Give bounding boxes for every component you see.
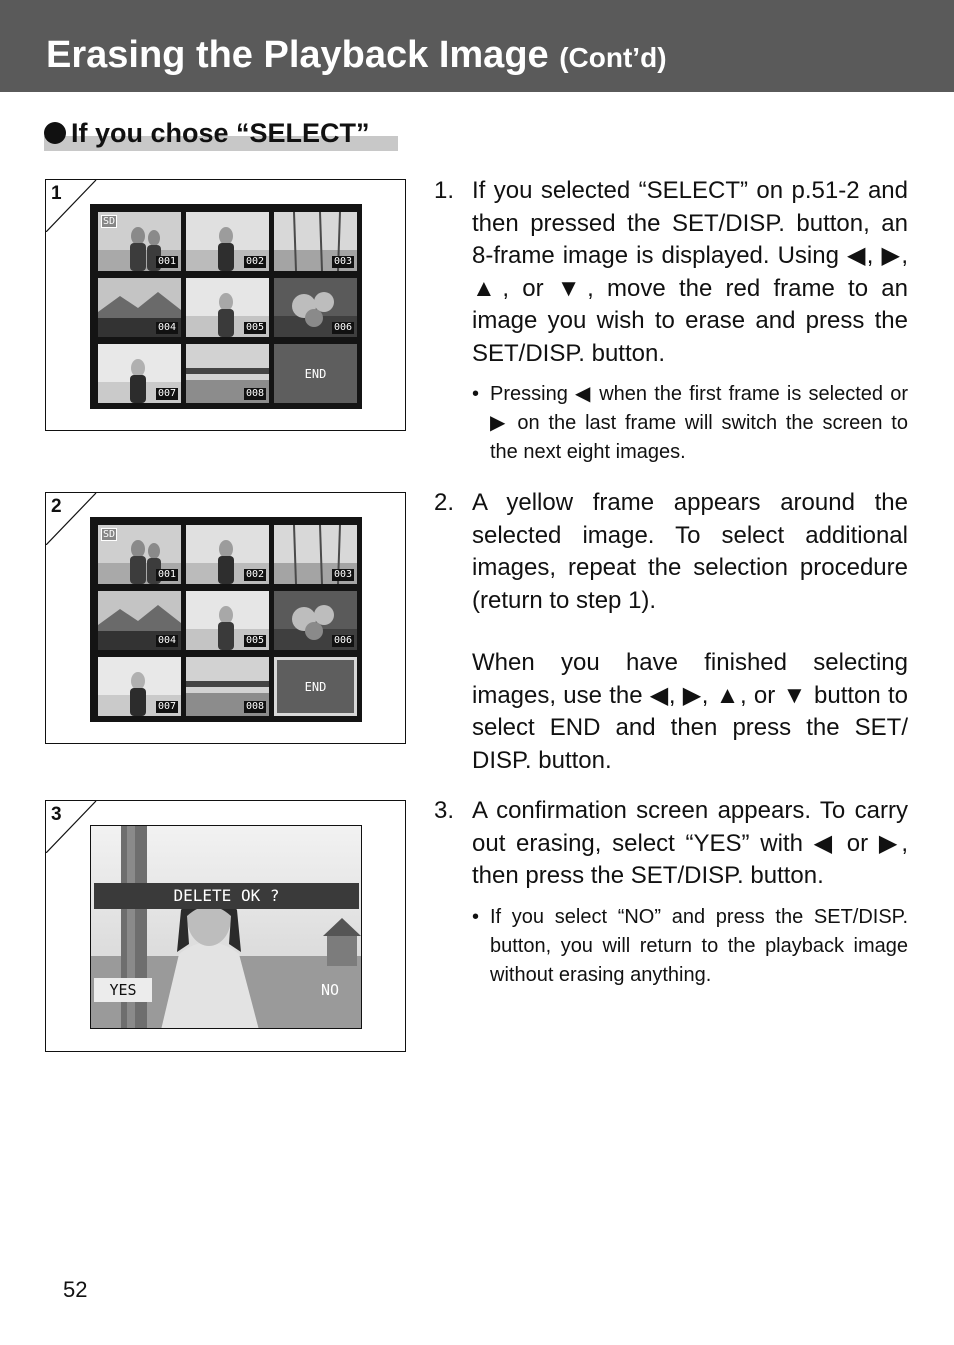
page-title-sub: (Cont’d)	[559, 42, 667, 73]
step-text-continued: When you have finished selecting images, use the ◀, ▶, ▲, or ▼ button to select END and then press the SET/ DISP. button.	[472, 649, 908, 774]
sd-card-badge: SD	[103, 529, 116, 540]
thumbnail-frame	[98, 212, 181, 271]
thumbnail-frame	[274, 525, 357, 584]
page-title	[46, 34, 667, 77]
thumbnail-frame	[186, 212, 269, 271]
thumbnail-frame	[98, 657, 181, 716]
step-text: A yellow frame appears around the selected image. To select additional images, repeat the selection procedure (return to step 1).	[472, 489, 908, 614]
frame-number: 007	[157, 701, 176, 712]
bullet-dot-icon: •	[472, 383, 480, 405]
frame-number: 007	[157, 388, 176, 399]
panel-number: 2	[51, 496, 62, 517]
frame-number: 001	[157, 256, 176, 267]
frame-number: 003	[333, 256, 352, 267]
thumbnail-frame	[186, 591, 269, 650]
page-title-main: Erasing the Playback Image	[46, 34, 549, 76]
yes-option: YES	[94, 978, 152, 1002]
end-label: END	[304, 366, 327, 381]
thumbnail-frame	[186, 278, 269, 337]
thumbnail-frame	[186, 525, 269, 584]
delete-confirm-prompt: DELETE OK ?	[94, 883, 359, 909]
thumbnail-frame	[274, 278, 357, 337]
eight-frame-screen	[90, 517, 362, 722]
section-heading-text	[44, 118, 370, 149]
bullet-dot-icon: •	[472, 906, 480, 928]
note-text: If you select “NO” and press the SET/DISP. button, you will return to the playback image without erasing anything.	[490, 906, 908, 986]
panel-number: 1	[51, 183, 62, 204]
step-text: A confirmation screen appears. To carry out erasing, select “YES” with ◀ or ▶, then press the SET/DISP. button.	[472, 797, 908, 889]
section-heading	[44, 118, 398, 152]
step-number: 1.	[434, 177, 455, 204]
frame-number: 002	[245, 256, 264, 267]
thumbnail-frame	[274, 591, 357, 650]
no-option: NO	[320, 981, 340, 999]
thumbnail-frame	[98, 344, 181, 403]
step-number: 2.	[434, 489, 455, 516]
thumbnail-frame	[98, 278, 181, 337]
thumbnail-frame	[274, 212, 357, 271]
illustration-panel-2	[45, 492, 406, 744]
confirmation-screen	[90, 825, 362, 1029]
page-header	[0, 0, 954, 92]
step-text: If you selected “SELECT” on p.51-2 and then pressed the SET/DISP. button, an 8-frame image is displayed. Using ◀, ▶, ▲, or ▼, move the red frame to an image you wish to erase and press the SET/DISP. button.	[472, 177, 908, 367]
step-number: 3.	[434, 797, 455, 824]
frame-number: 006	[333, 322, 352, 333]
frame-number: 005	[245, 322, 264, 333]
end-tile	[274, 344, 357, 403]
section-title: If you chose “SELECT”	[71, 118, 370, 148]
thumbnail-frame	[186, 344, 269, 403]
page-number: 52	[63, 1277, 88, 1302]
panel-number: 3	[51, 804, 62, 825]
end-tile	[274, 657, 357, 716]
illustration-panel-1	[45, 179, 406, 431]
frame-number: 005	[245, 635, 264, 646]
thumbnail-frame	[186, 657, 269, 716]
frame-number: 001	[157, 569, 176, 580]
frame-number: 004	[157, 322, 176, 333]
note-text: Pressing ◀ when the first frame is selected or ▶ on the last frame will switch the screen to the next eight images.	[490, 383, 908, 463]
sd-card-badge: SD	[103, 216, 116, 227]
frame-number: 008	[245, 701, 264, 712]
eight-frame-screen	[90, 204, 362, 409]
thumbnail-frame	[98, 525, 181, 584]
frame-number: 003	[333, 569, 352, 580]
bullet-circle-icon	[44, 122, 66, 144]
frame-number: 006	[333, 635, 352, 646]
thumbnail-frame	[98, 591, 181, 650]
frame-number: 002	[245, 569, 264, 580]
frame-number: 004	[157, 635, 176, 646]
end-label: END	[304, 679, 327, 694]
frame-number: 008	[245, 388, 264, 399]
illustration-panel-3	[45, 800, 406, 1052]
